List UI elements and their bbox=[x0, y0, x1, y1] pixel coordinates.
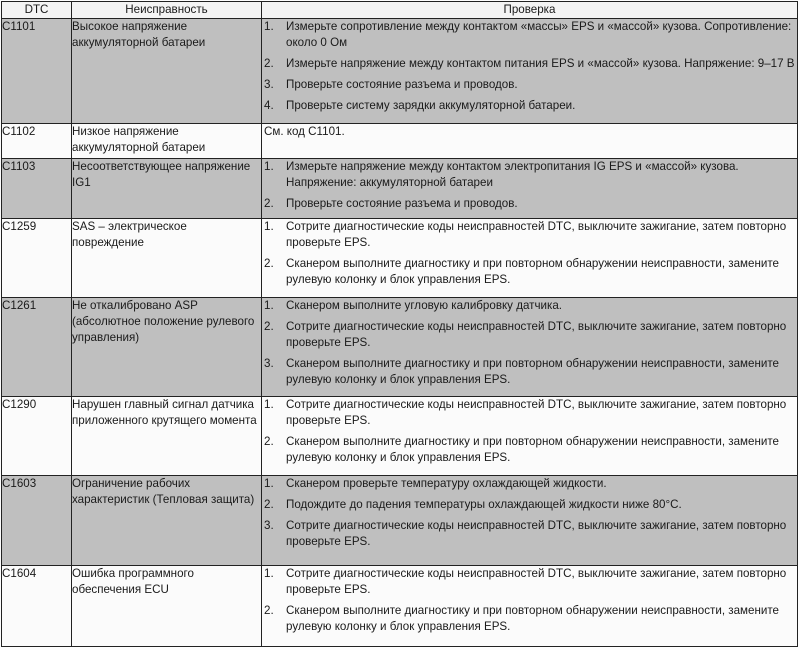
step-text: Проверьте состояние разъема и проводов. bbox=[286, 196, 518, 210]
fault-description-cell: Не откалибровано ASP (абсолютное положение рулевого управления) bbox=[72, 298, 262, 397]
step-text: Сканером выполните диагностику и при повторном обнаружении неисправности, замените рулевую колонку и блок управления EPS. bbox=[286, 435, 779, 464]
step-number: 1. bbox=[264, 20, 274, 33]
check-step bbox=[262, 397, 797, 429]
check-procedure-cell bbox=[262, 565, 798, 646]
dtc-code-cell: C1603 bbox=[2, 476, 72, 566]
step-text: Сотрите диагностические коды неисправностей DTC, выключите зажигание, затем повторно проверьте EPS. bbox=[286, 398, 787, 427]
check-step bbox=[262, 56, 797, 72]
check-step bbox=[262, 434, 797, 466]
step-text: Сканером выполните угловую калибровку датчика. bbox=[286, 299, 562, 313]
table-row bbox=[2, 397, 798, 476]
step-number: 1. bbox=[264, 566, 274, 580]
dtc-code-cell: C1290 bbox=[2, 397, 72, 476]
step-text: Измерьте напряжение между контактом электропитания IG EPS и «массой» кузова. Напряжение: аккумуляторной батареи bbox=[286, 159, 739, 189]
step-number: 2. bbox=[264, 498, 274, 512]
step-number: 3. bbox=[264, 519, 274, 533]
step-text: Подождите до падения температуры охлаждающей жидкости ниже 80°C. bbox=[286, 498, 682, 512]
check-step bbox=[262, 19, 797, 51]
table-body bbox=[2, 19, 798, 647]
step-number: 1. bbox=[264, 299, 274, 313]
header-check: Проверка bbox=[262, 2, 798, 19]
step-number: 1. bbox=[264, 159, 274, 173]
check-step bbox=[262, 196, 797, 212]
step-text: Измерьте сопротивление между контактом «массы» EPS и «массой» кузова. Сопротивление: около 0 Ом bbox=[286, 20, 792, 49]
check-step bbox=[262, 98, 797, 114]
check-step bbox=[262, 566, 797, 598]
check-step bbox=[262, 518, 797, 550]
step-number: 2. bbox=[264, 603, 274, 617]
check-step bbox=[262, 159, 797, 191]
fault-description-cell: Ошибка программного обеспечения ECU bbox=[72, 565, 262, 646]
step-text: Сканером выполните диагностику и при повторном обнаружении неисправности, замените рулевую колонку и блок управления EPS. bbox=[286, 357, 779, 387]
table-row bbox=[2, 218, 798, 297]
step-number: 1. bbox=[264, 477, 274, 491]
check-step bbox=[262, 298, 797, 314]
table-row bbox=[2, 158, 798, 218]
fault-description-cell: Нарушен главный сигнал датчика приложенного крутящего момента bbox=[72, 397, 262, 476]
step-number: 2. bbox=[264, 196, 274, 210]
step-text: Сканером выполните диагностику и при повторном обнаружении неисправности, замените рулевую колонку и блок управления EPS. bbox=[286, 603, 779, 633]
check-note: См. код C1101. bbox=[264, 125, 345, 139]
step-text: Сканером выполните диагностику и при повторном обнаружении неисправности, замените рулевую колонку и блок управления EPS. bbox=[286, 256, 779, 286]
dtc-document bbox=[1, 1, 799, 648]
check-step bbox=[262, 603, 797, 635]
step-text: Проверьте состояние разъема и проводов. bbox=[286, 78, 518, 91]
table-row bbox=[2, 476, 798, 566]
header-fault: Неисправность bbox=[72, 2, 262, 19]
step-number: 4. bbox=[264, 99, 274, 112]
step-number: 3. bbox=[264, 357, 274, 371]
table-row bbox=[2, 298, 798, 397]
step-number: 1. bbox=[264, 219, 274, 233]
step-text: Измерьте напряжение между контактом питания EPS и «массой» кузова. Напряжение: 9–17 В bbox=[286, 57, 795, 70]
step-text: Сотрите диагностические коды неисправностей DTC, выключите зажигание, затем повторно проверьте EPS. bbox=[286, 320, 787, 350]
check-procedure-cell bbox=[262, 124, 798, 158]
dtc-code-cell: C1103 bbox=[2, 158, 72, 218]
dtc-code-cell: C1261 bbox=[2, 298, 72, 397]
step-number: 1. bbox=[264, 398, 274, 411]
dtc-code-cell: C1101 bbox=[2, 19, 72, 124]
dtc-code-cell: C1259 bbox=[2, 218, 72, 297]
step-number: 2. bbox=[264, 320, 274, 334]
table-row bbox=[2, 124, 798, 158]
check-step bbox=[262, 476, 797, 492]
step-number: 2. bbox=[264, 256, 274, 270]
check-procedure-cell bbox=[262, 298, 798, 397]
check-step bbox=[262, 219, 797, 251]
step-text: Проверьте систему зарядки аккумуляторной батареи. bbox=[286, 99, 576, 112]
table-row bbox=[2, 19, 798, 124]
fault-description-cell: Ограничение рабочих характеристик (Тепловая защита) bbox=[72, 476, 262, 566]
check-procedure-cell bbox=[262, 218, 798, 297]
check-step bbox=[262, 356, 797, 388]
step-text: Сотрите диагностические коды неисправностей DTC, выключите зажигание, затем повторно проверьте EPS. bbox=[286, 219, 787, 249]
check-procedure-cell bbox=[262, 19, 798, 124]
check-step bbox=[262, 497, 797, 513]
fault-description-cell: Высокое напряжение аккумуляторной батареи bbox=[72, 19, 262, 124]
step-number: 2. bbox=[264, 435, 274, 448]
fault-description-cell: SAS – электрическое повреждение bbox=[72, 218, 262, 297]
check-procedure-cell bbox=[262, 397, 798, 476]
table-row bbox=[2, 565, 798, 646]
dtc-table bbox=[1, 1, 798, 647]
dtc-code-cell: C1604 bbox=[2, 565, 72, 646]
check-step bbox=[262, 319, 797, 351]
fault-description-cell: Несоответствующее напряжение IG1 bbox=[72, 158, 262, 218]
header-row bbox=[2, 2, 798, 19]
check-procedure-cell bbox=[262, 476, 798, 566]
check-step bbox=[262, 256, 797, 288]
check-step bbox=[262, 77, 797, 93]
step-number: 2. bbox=[264, 57, 274, 70]
step-text: Сотрите диагностические коды неисправностей DTC, выключите зажигание, затем повторно проверьте EPS. bbox=[286, 566, 787, 596]
step-number: 3. bbox=[264, 78, 274, 91]
step-text: Сотрите диагностические коды неисправностей DTC, выключите зажигание, затем повторно проверьте EPS. bbox=[286, 519, 787, 549]
header-dtc: DTC bbox=[2, 2, 72, 19]
dtc-code-cell: C1102 bbox=[2, 124, 72, 158]
fault-description-cell: Низкое напряжение аккумуляторной батареи bbox=[72, 124, 262, 158]
check-procedure-cell bbox=[262, 158, 798, 218]
step-text: Сканером проверьте температуру охлаждающей жидкости. bbox=[286, 477, 607, 491]
